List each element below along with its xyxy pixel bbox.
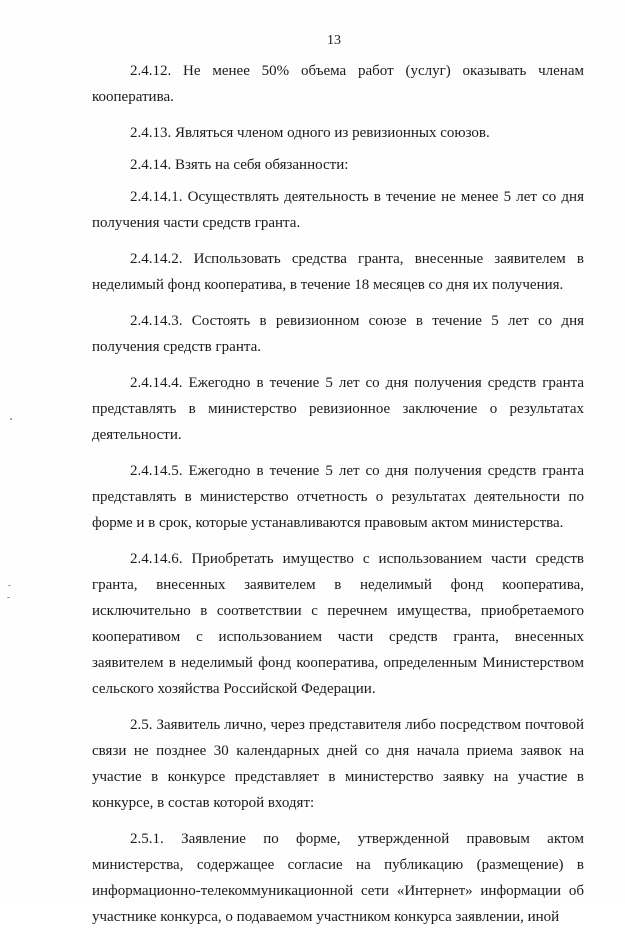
paragraph-2-4-14-2: 2.4.14.2. Использовать средства гранта, внесенные заявителем в неделимый фонд кооператива, в течение 18 месяцев со дня их получения. <box>92 251 584 293</box>
document-body <box>92 58 584 940</box>
paragraph-2-4-14-1: 2.4.14.1. Осуществлять деятельность в течение не менее 5 лет со дня получения части средств гранта. <box>92 189 584 231</box>
paragraph-2-5-1: 2.5.1. Заявление по форме, утвержденной правовым актом министерства, содержащее согласие на публикацию (размещение) в информационно-телекоммуникационной сети «Интернет» информации об участнике конкурса, о подаваемом участником конкурса заявлении, иной <box>92 831 584 925</box>
paragraph-2-4-14-3: 2.4.14.3. Состоять в ревизионном союзе в течение 5 лет со дня получения средств гранта. <box>92 313 584 355</box>
paragraph-2-4-14: 2.4.14. Взять на себя обязанности: <box>130 157 349 173</box>
page-number: 13 <box>327 33 341 48</box>
paragraph-2-4-14-5: 2.4.14.5. Ежегодно в течение 5 лет со дня получения средств гранта представлять в министерство отчетность о результатах деятельности по форме и в срок, которые устанавливаются правовым актом министерства. <box>92 463 584 531</box>
scan-speck <box>10 418 12 420</box>
paragraph-2-5: 2.5. Заявитель лично, через представителя либо посредством почтовой связи не позднее 30 календарных дней со дня начала приема заявок на участие в конкурсе представляет в министерство заявку на участие в конкурсе, в состав которой входят: <box>92 717 584 811</box>
scan-speck <box>8 585 11 586</box>
paragraph-2-4-13: 2.4.13. Являться членом одного из ревизионных союзов. <box>130 125 490 141</box>
paragraph-2-4-14-6: 2.4.14.6. Приобретать имущество с использованием части средств гранта, внесенных заявителем в неделимый фонд кооператива, исключительно в соответствии с перечнем имущества, приобретаемого кооперативом с использованием части средств гранта, внесенных заявителем в неделимый фонд кооператива, определенным Министерством сельского хозяйства Российской Федерации. <box>92 551 584 697</box>
paragraph-2-4-12: 2.4.12. Не менее 50% объема работ (услуг) оказывать членам кооператива. <box>92 63 584 105</box>
scan-speck <box>7 597 10 598</box>
paragraph-2-4-14-4: 2.4.14.4. Ежегодно в течение 5 лет со дня получения средств гранта представлять в министерство ревизионное заключение о результатах деятельности. <box>92 375 584 443</box>
